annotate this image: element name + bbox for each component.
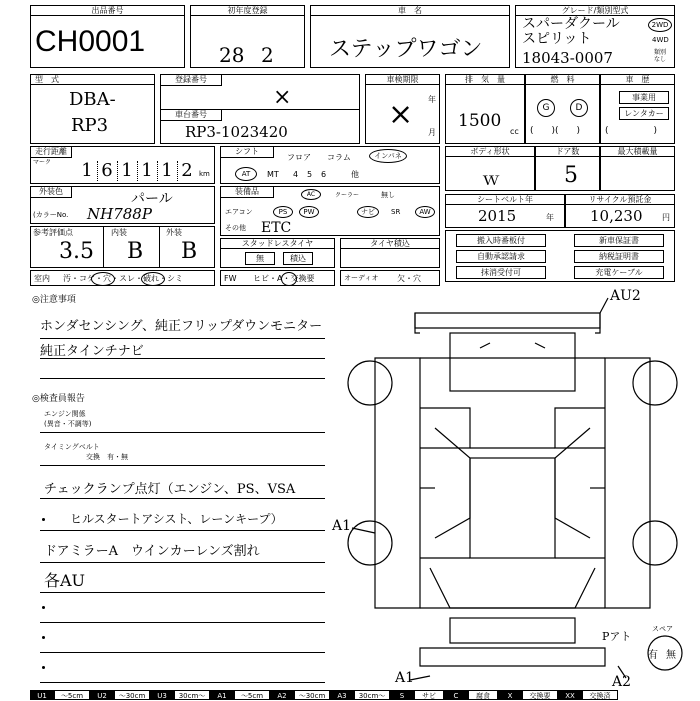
displacement-value: 1500: [458, 111, 502, 131]
chassis-value: RP3-1023420: [185, 123, 288, 141]
interior-items: 汚・コゲ・穴・スレ・破れ・シミ: [63, 274, 183, 283]
audio-items: 欠・穴: [397, 274, 421, 283]
model-name: ステップワゴン: [329, 37, 483, 62]
equip-other-label: その他: [225, 224, 246, 232]
report-line-3: ドアミラーA ウインカーレンズ割れ: [44, 544, 260, 559]
grades-total-label: 参考評価点: [33, 228, 73, 237]
a2-label: A2: [612, 674, 632, 688]
equip-cooler: クーラー: [335, 192, 360, 199]
color-value: パール: [131, 191, 173, 207]
recycle-value: 10,230: [590, 207, 643, 225]
recycle-label: リサイクル預託金: [566, 195, 674, 205]
lot-label: 出品番号: [31, 6, 184, 16]
doc-cancel: 抹消受付可: [456, 266, 546, 279]
model-box: [310, 5, 510, 68]
inspection-value: ×: [388, 97, 414, 132]
grade-value: スパーダクール スピリット: [522, 16, 620, 47]
grade-code: 18043-0007: [522, 49, 613, 67]
report-line-1: チェックランプ点灯（エンジン、PS、VSA: [44, 482, 296, 497]
legend-item: U2: [90, 690, 114, 700]
belt-sub: 交換 有・無: [86, 453, 128, 461]
mileage-digit: 1: [157, 161, 178, 181]
seatbelt-unit: 年: [546, 213, 554, 222]
mileage-digit: 2: [181, 160, 193, 181]
mileage-digit: 1: [117, 161, 138, 181]
shift-box: [220, 146, 440, 184]
equip-other: ETC: [261, 220, 292, 236]
color-code-label: (カラーNo.: [33, 211, 69, 219]
recycle-box: [565, 194, 675, 228]
doors-box: [535, 146, 600, 191]
grade-note: 類別 なし: [654, 49, 667, 63]
legend-item: S: [390, 690, 414, 700]
car-diagram: [330, 288, 695, 688]
type-line1: DBA-: [69, 89, 116, 110]
pattern-label: Pアト: [602, 630, 632, 643]
tires-label: タイヤ積込: [341, 239, 439, 249]
shift-panel: インパネ: [369, 149, 407, 163]
grades-interior: B: [127, 239, 144, 264]
grades-total: 3.5: [59, 239, 94, 264]
legend-item: ～30cm: [294, 690, 330, 700]
displacement-label: 排 気 量: [446, 75, 524, 85]
equip-none: 無し: [381, 191, 395, 199]
notes-title: ◎注意事項: [32, 295, 76, 305]
legend-item: U3: [150, 690, 174, 700]
spare-label: スペア: [652, 625, 673, 633]
notes-line-2: 純正タインチナビ: [40, 344, 144, 359]
legend-item: A1: [210, 690, 234, 700]
equip-navi: ナビ: [357, 206, 379, 218]
inspection-box: [365, 74, 440, 144]
body-value: ｗ: [482, 169, 500, 190]
studless-box: [220, 238, 335, 268]
shift-label: シフト: [221, 147, 274, 158]
shift-speed5: 5: [307, 170, 313, 179]
lot-box: [30, 5, 185, 68]
shift-speed6: 6: [321, 170, 327, 179]
year-value: 28: [219, 43, 245, 67]
drive-2wd: 2WD: [648, 18, 672, 32]
type-line2: RP3: [71, 115, 109, 136]
capacity-box: [600, 146, 675, 191]
doc-warranty: 新車保証書: [574, 234, 664, 247]
type-box: [30, 74, 155, 144]
legend-item: ～30cm: [114, 690, 150, 700]
regno-value: ×: [273, 85, 292, 110]
year-box: [190, 5, 305, 68]
doors-label: ドア数: [536, 147, 599, 157]
mileage-unit: km: [199, 170, 210, 178]
shift-mt: MT: [267, 170, 279, 179]
equip-sr: SR: [391, 208, 401, 216]
studless-label: スタッドレスタイヤ: [221, 239, 334, 249]
belt-label: タイミングベルト: [44, 443, 100, 451]
body-label: ボディ形状: [446, 147, 534, 157]
doc-tax: 納税証明書: [574, 250, 664, 263]
mileage-digit: 1: [137, 161, 158, 181]
legend-item: X: [498, 690, 522, 700]
drive-4wd: 4WD: [652, 36, 669, 44]
equip-aircon: エアコン: [225, 208, 253, 216]
equip-label: 装備品: [221, 187, 274, 198]
docs-box: [445, 230, 675, 282]
regno-label: 登録番号: [161, 75, 222, 86]
studless-loaded: 積込: [283, 252, 313, 265]
legend-item: A3: [330, 690, 354, 700]
fuel-d: D: [570, 99, 588, 117]
a1-bottom-label: A1: [395, 670, 415, 686]
seatbelt-box: [445, 194, 565, 228]
history-business: 事業用: [619, 91, 669, 104]
recycle-unit: 円: [662, 213, 670, 222]
equip-pw: PW: [299, 206, 319, 218]
report-line-2: ヒルスタートアシスト、レーンキープ）: [70, 512, 283, 526]
history-label: 車 歴: [601, 75, 674, 85]
fw-label: FW: [224, 274, 237, 283]
seatbelt-label: シートベルト年: [446, 195, 564, 205]
fuel-g: G: [537, 99, 555, 117]
capacity-label: 最大積載量: [601, 147, 674, 157]
doors-value: 5: [564, 163, 578, 188]
au2-label: AU2: [610, 288, 641, 304]
legend-item: 腐食: [468, 690, 498, 700]
fuel-label: 燃 料: [526, 75, 599, 85]
interior-row: [30, 270, 215, 286]
legend-item: A2: [270, 690, 294, 700]
inspection-label: 車検期限: [366, 75, 439, 85]
shift-speed4: 4: [293, 170, 299, 179]
equip-ac: AC: [301, 189, 321, 200]
shift-at: AT: [235, 167, 257, 181]
mileage-digit: 1: [77, 161, 98, 181]
fuel-box: 燃 料 G D ( )( ): [525, 74, 600, 144]
fw-items: ヒビ・A・交換要: [253, 274, 315, 283]
doc-auto: 自動承認請求: [456, 250, 546, 263]
equip-aw: AW: [415, 206, 435, 218]
legend-item: 交換済: [582, 690, 618, 700]
engine-sub: (異音・不調等): [44, 420, 92, 428]
doc-cable: 充電ケーブル: [574, 266, 664, 279]
mileage-mark: マーク: [33, 159, 52, 166]
equip-ps: PS: [273, 206, 293, 218]
fw-row: [220, 270, 335, 286]
history-box: 車 歴 事業用 レンタカー ( ): [600, 74, 675, 144]
mileage-box: [30, 146, 215, 184]
grade-box: [515, 5, 675, 68]
type-label: 型 式: [31, 75, 154, 85]
lot-number: CH0001: [35, 25, 146, 58]
spare-no: 無: [666, 650, 676, 661]
grades-ext-label: 外装: [166, 228, 182, 237]
grade-label: グレード/類別型式: [516, 6, 674, 16]
tires-box: [340, 238, 440, 268]
history-rental: レンタカー: [619, 107, 669, 120]
chassis-label: 車台番号: [161, 110, 222, 121]
doc-plate: 搬入時番板付: [456, 234, 546, 247]
grades-box: [30, 226, 215, 268]
grades-exterior: B: [181, 239, 198, 264]
legend-item: 交換要: [522, 690, 558, 700]
inspection-year-unit: 年: [428, 95, 436, 104]
grades-int-label: 内装: [111, 228, 127, 237]
inspection-month-unit: 月: [428, 128, 436, 137]
shift-floor: フロア: [287, 153, 311, 162]
mileage-digits: [71, 147, 211, 183]
legend-item: ～5cm: [234, 690, 270, 700]
spare-yes: 有: [648, 650, 658, 661]
inspector-title: ◎検査員報告: [32, 394, 85, 404]
legend-item: XX: [558, 690, 582, 700]
interior-label: 室内: [34, 274, 50, 283]
report-line-4: 各AU: [44, 571, 86, 590]
body-box: [445, 146, 535, 191]
legend-item: 30cm～: [354, 690, 390, 700]
a1-left-label: A1: [332, 518, 352, 534]
seatbelt-value: 2015: [478, 207, 517, 225]
audio-label: オーディオ: [344, 274, 379, 282]
legend-item: U1: [30, 690, 54, 700]
displacement-unit: cc: [510, 127, 519, 136]
mileage-label: 走行距離: [31, 147, 72, 158]
displacement-box: [445, 74, 525, 144]
model-label: 車 名: [311, 6, 509, 16]
legend-item: C: [444, 690, 468, 700]
shift-column: コラム: [327, 153, 351, 162]
color-box: [30, 186, 215, 224]
regno-box: [160, 74, 360, 144]
legend-item: サビ: [414, 690, 444, 700]
color-label: 外装色: [31, 187, 72, 198]
legend-item: 30cm～: [174, 690, 210, 700]
notes-line-1: ホンダセンシング、純正フリップダウンモニター: [40, 319, 323, 334]
month-value: 2: [261, 43, 274, 67]
studless-none: 無: [245, 252, 275, 265]
engine-label: エンジン関係: [44, 410, 86, 418]
shift-other: 他: [351, 170, 359, 179]
mileage-digit: 6: [97, 161, 118, 181]
legend-item: ～5cm: [54, 690, 90, 700]
color-code: NH788P: [87, 205, 152, 223]
equip-box: [220, 186, 440, 236]
audio-row: [340, 270, 440, 286]
year-label: 初年度登録: [191, 6, 304, 16]
